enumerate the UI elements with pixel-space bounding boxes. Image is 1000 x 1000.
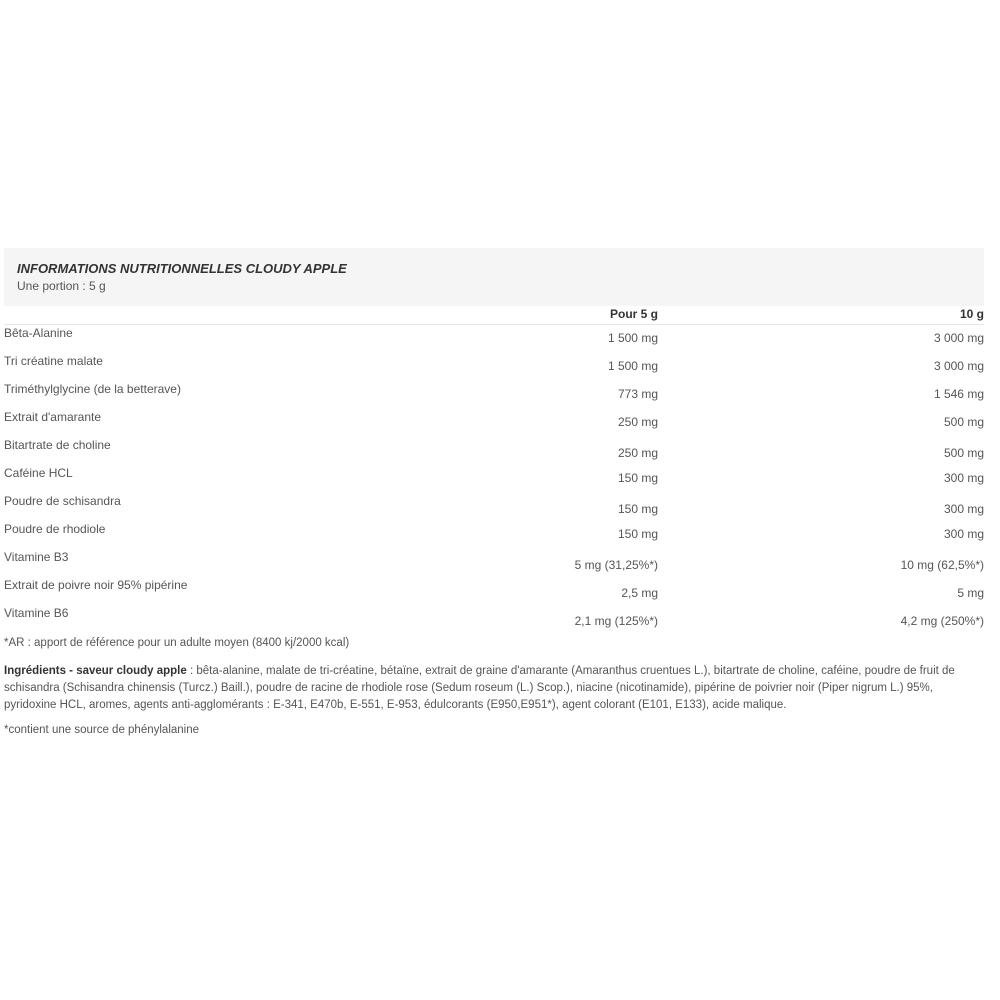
- value-5g: 150 mg: [617, 471, 658, 485]
- value-5g: 1 500 mg: [607, 331, 658, 345]
- value-10g: 4,2 mg (250%*): [900, 614, 984, 628]
- nutrition-panel: [4, 248, 984, 736]
- nutrient-name: Bitartrate de choline: [4, 438, 111, 452]
- value-10g: 300 mg: [943, 471, 984, 485]
- nutrition-header: [4, 248, 984, 306]
- value-5g: 1 500 mg: [607, 359, 658, 373]
- value-10g: 3 000 mg: [933, 331, 984, 345]
- column-header-5g: Pour 5 g: [609, 307, 658, 321]
- value-5g: 150 mg: [617, 502, 658, 516]
- value-10g: 1 546 mg: [933, 387, 984, 401]
- nutrient-name: Vitamine B3: [4, 550, 69, 564]
- value-10g: 500 mg: [943, 446, 984, 460]
- value-10g: 300 mg: [943, 502, 984, 516]
- table-header: [4, 306, 984, 325]
- table-row: [4, 353, 984, 381]
- table-row: [4, 409, 984, 437]
- table-row: [4, 521, 984, 549]
- nutrient-name: Extrait de poivre noir 95% pipérine: [4, 578, 188, 592]
- nutrient-name: Extrait d'amarante: [4, 410, 102, 424]
- nutrient-name: Tri créatine malate: [4, 354, 103, 368]
- phenylalanine-footnote: *contient une source de phénylalanine: [4, 724, 200, 736]
- table-row: [4, 325, 984, 353]
- value-5g: 150 mg: [617, 527, 658, 541]
- nutrition-table: [4, 306, 984, 633]
- value-5g: 250 mg: [617, 446, 658, 460]
- table-row: [4, 381, 984, 409]
- nutrient-name: Vitamine B6: [4, 606, 69, 620]
- value-10g: 500 mg: [943, 415, 984, 429]
- ingredients-text: : bêta-alanine, malate de tri-créatine, bétaïne, extrait de graine d'amarante (Amaranthus cruentues L.), bitartrate de choline, caféine, poudre de fruit de schisandra (Schisandra chinensis (Turcz.) Baill.), poudre de racine de rhodiole rose (Sedum roseum (L.) Scop.), niacine (nicotinamide), pipérine de poivrier noir (Piper nigrum L.) 95%, pyridoxine HCL, aromes, agents anti-agglomérants : E-341, E470b, E-551, E-953, édulcorants (E950,E951*), agent colorant (E101, E133), acide malique.: [4, 665, 955, 711]
- column-header-10g: 10 g: [959, 307, 984, 321]
- nutrient-name: Bêta-Alanine: [4, 326, 73, 340]
- table-row: [4, 437, 984, 465]
- nutrient-name: Poudre de schisandra: [4, 494, 121, 508]
- value-5g: 2,5 mg: [621, 586, 658, 600]
- value-5g: 773 mg: [617, 387, 658, 401]
- ingredients-paragraph: [4, 663, 984, 714]
- value-5g: 250 mg: [617, 415, 658, 429]
- value-5g: 2,1 mg (125%*): [574, 614, 658, 628]
- table-row: [4, 465, 984, 493]
- reference-intake-note: *AR : apport de référence pour un adulte moyen (8400 kj/2000 kcal): [4, 637, 350, 649]
- table-row: [4, 605, 984, 633]
- table-row: [4, 549, 984, 577]
- ingredients-label: Ingrédients - saveur cloudy apple: [4, 665, 187, 677]
- portion-size: Une portion : 5 g: [17, 279, 106, 293]
- value-10g: 3 000 mg: [933, 359, 984, 373]
- table-row: [4, 577, 984, 605]
- table-row: [4, 493, 984, 521]
- nutrition-title: INFORMATIONS NUTRITIONNELLES CLOUDY APPLE: [17, 261, 347, 276]
- value-10g: 10 mg (62,5%*): [900, 558, 984, 572]
- nutrient-name: Poudre de rhodiole: [4, 522, 106, 536]
- nutrient-name: Caféine HCL: [4, 466, 73, 480]
- nutrient-name: Triméthylglycine (de la betterave): [4, 382, 181, 396]
- value-10g: 300 mg: [943, 527, 984, 541]
- value-10g: 5 mg: [957, 586, 984, 600]
- value-5g: 5 mg (31,25%*): [574, 558, 658, 572]
